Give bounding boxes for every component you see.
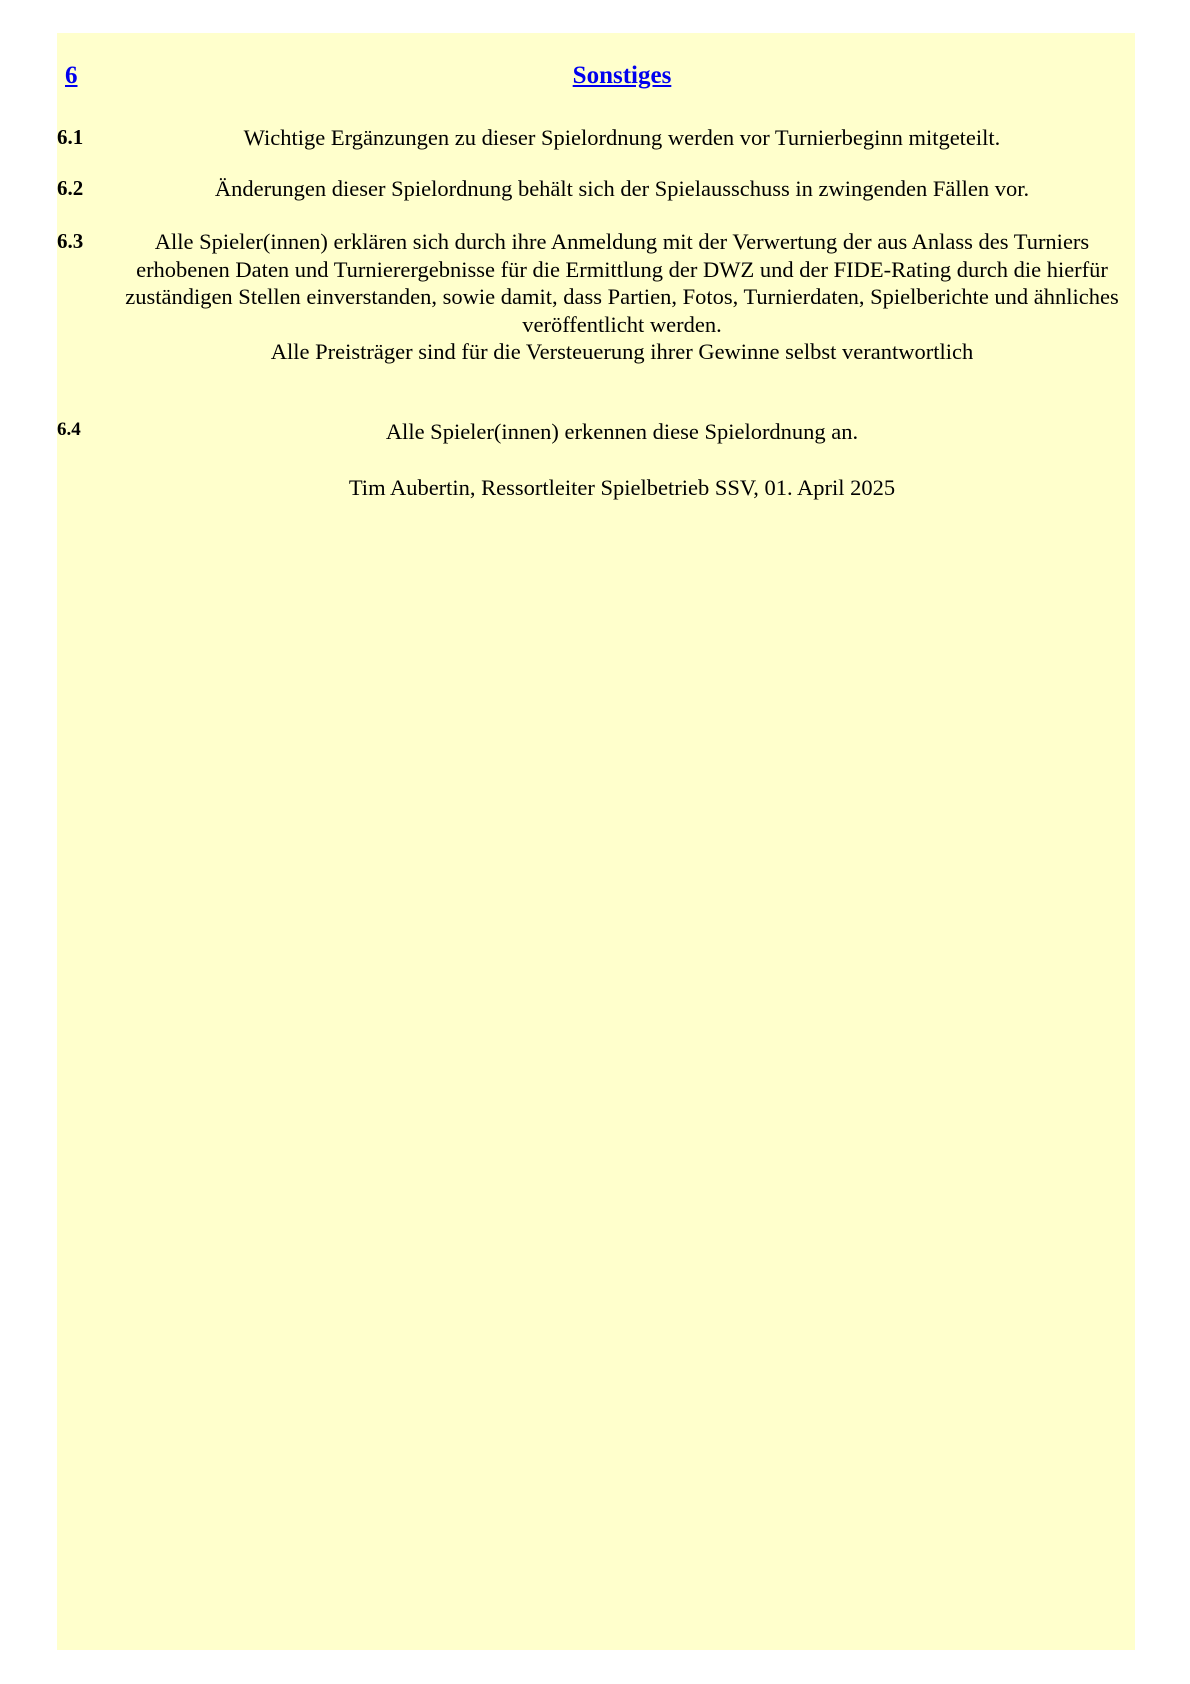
- rule-text: [110, 418, 1134, 446]
- rule-paragraph: Alle Spieler(innen) erklären sich durch ihre Anmeldung mit der Verwertung der aus Anlass des Turniers erhobenen Daten und Turnierergebnisse für die Ermittlung der DWZ und der FIDE-Rating durch die hierfür zuständigen Stellen einverstanden, sowie damit, dass Partien, Fotos, Turnierdaten, Spielberichte und ähnliches veröffentlicht werden.: [125, 229, 1119, 337]
- section-title-link[interactable]: Sonstiges: [572, 62, 672, 89]
- rule-number: 6.2: [57, 176, 84, 200]
- rule-paragraph: Alle Preisträger sind für die Versteuerung ihrer Gewinne selbst verantwortlich: [270, 339, 974, 364]
- rule-text: [110, 228, 1134, 366]
- rule-text: [110, 124, 1134, 152]
- rule-paragraph: Änderungen dieser Spielordnung behält sich der Spielausschuss in zwingenden Fällen vor.: [214, 176, 1030, 201]
- rule-text: [110, 175, 1134, 203]
- section-number-link[interactable]: 6: [65, 62, 78, 89]
- rule-number: 6.4: [57, 419, 81, 440]
- rule-paragraph: Alle Spieler(innen) erkennen diese Spielordnung an.: [385, 419, 859, 444]
- rule-paragraph: Wichtige Ergänzungen zu dieser Spielordnung werden vor Turnierbeginn mitgeteilt.: [243, 125, 1001, 150]
- section-header: [0, 62, 1190, 96]
- rule-number: 6.3: [57, 229, 84, 253]
- signature-line: Tim Aubertin, Ressortleiter Spielbetrieb SSV, 01. April 2025: [348, 475, 896, 500]
- rule-number: 6.1: [57, 125, 84, 149]
